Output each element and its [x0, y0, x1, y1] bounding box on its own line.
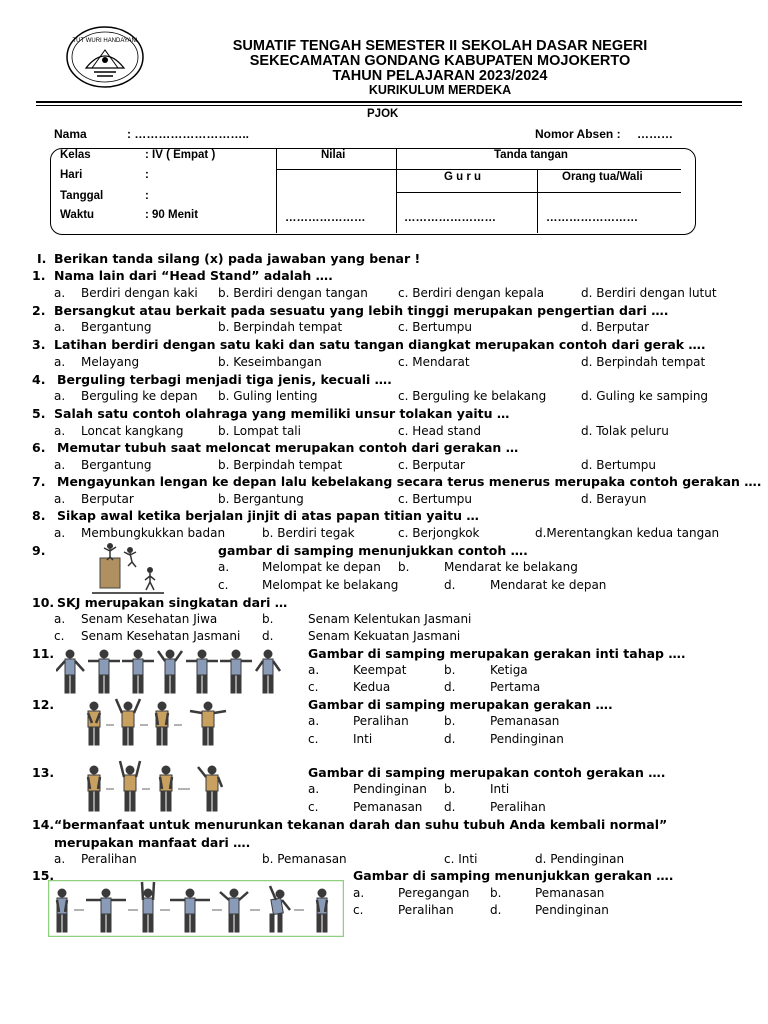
absen-label: Nomor Absen : [535, 127, 621, 141]
q11-option-a[interactable]: Keempat [353, 663, 407, 677]
header-rule-thin [36, 105, 742, 106]
instruction-text: Berikan tanda silang (x) pada jawaban yang benar ! [54, 251, 421, 266]
q6-text: Memutar tubuh saat meloncat merupakan contoh dari gerakan … [57, 440, 519, 455]
q1-option-b[interactable]: b. Berdiri dengan tangan [218, 286, 368, 300]
q8-option-a-letter[interactable]: a. [54, 526, 66, 540]
q14-number: 14. [32, 817, 55, 832]
q10-option-c[interactable]: Senam Kesehatan Jasmani [81, 629, 241, 643]
q4-number: 4. [32, 372, 46, 387]
q5-option-b[interactable]: b. Lompat tali [218, 424, 301, 438]
q15-option-d-letter[interactable]: d. [490, 903, 502, 917]
q9-option-b[interactable]: Mendarat ke belakang [444, 560, 578, 574]
tut-wuri-handayani-logo [64, 24, 146, 90]
q2-number: 2. [32, 303, 46, 318]
ortu-label: Orang tua/Wali [562, 171, 643, 183]
q2-option-b[interactable]: b. Berpindah tempat [218, 320, 343, 334]
q2-option-c[interactable]: c. Bertumpu [398, 320, 472, 334]
q6-option-c[interactable]: c. Berputar [398, 458, 465, 472]
q9-option-d-letter[interactable]: d. [444, 578, 456, 592]
q11-option-c-letter[interactable]: c. [308, 680, 319, 694]
q8-option-d[interactable]: d.Merentangkan kedua tangan [535, 526, 720, 540]
q3-option-a-letter[interactable]: a. [54, 355, 66, 369]
q5-text: Salah satu contoh olahraga yang memiliki unsur tolakan yaitu … [54, 406, 510, 421]
q9-text: gambar di samping menunjukkan contoh …. [218, 543, 528, 558]
q2-option-a-letter[interactable]: a. [54, 320, 66, 334]
q15-number: 15. [32, 868, 55, 883]
q10-option-b-letter[interactable]: b. [262, 612, 274, 626]
q13-exercise-figures-image [78, 757, 238, 817]
q10-option-d[interactable]: Senam Kekuatan Jasmani [308, 629, 461, 643]
q13-option-b-letter[interactable]: b. [444, 782, 456, 796]
q13-option-d-letter[interactable]: d. [444, 800, 456, 814]
q10-option-d-letter[interactable]: d. [262, 629, 274, 643]
waktu-label: Waktu [60, 209, 95, 221]
q12-option-a-letter[interactable]: a. [308, 714, 320, 728]
ortu-signature-field[interactable]: …………………… [546, 212, 638, 224]
nilai-field[interactable]: ………………… [285, 212, 366, 224]
header-rule-thick [36, 101, 742, 103]
q13-option-c[interactable]: Pemanasan [353, 800, 423, 814]
q8-option-b[interactable]: b. Berdiri tegak [262, 526, 355, 540]
subject-title: PJOK [367, 108, 399, 120]
q1-option-d[interactable]: d. Berdiri dengan lutut [581, 286, 717, 300]
header-line-3: TAHUN PELAJARAN 2023/2024 [332, 68, 548, 84]
q12-text: Gambar di samping merupakan gerakan …. [308, 697, 613, 712]
q14-option-b[interactable]: b. Pemanasan [262, 852, 347, 866]
q12-option-b-letter[interactable]: b. [444, 714, 456, 728]
q15-exercise-figures-image [48, 880, 344, 937]
q7-option-a-letter[interactable]: a. [54, 492, 66, 506]
q10-option-c-letter[interactable]: c. [54, 629, 65, 643]
q12-option-c[interactable]: Inti [353, 732, 373, 746]
tanda-tangan-label: Tanda tangan [494, 149, 568, 161]
q3-option-a[interactable]: Melayang [81, 355, 140, 369]
kelas-label: Kelas [60, 149, 91, 161]
q14-option-a-letter[interactable]: a. [54, 852, 66, 866]
q10-option-a-letter[interactable]: a. [54, 612, 66, 626]
q4-text: Berguling terbagi menjadi tiga jenis, kecuali …. [57, 372, 392, 387]
q7-option-d[interactable]: d. Berayun [581, 492, 647, 506]
nilai-label: Nilai [321, 149, 346, 161]
logo-text: TUT WURI HANDAYANI [72, 38, 138, 44]
q7-number: 7. [32, 474, 46, 489]
q5-number: 5. [32, 406, 46, 421]
q7-option-c[interactable]: c. Bertumpu [398, 492, 472, 506]
q13-option-a[interactable]: Pendinginan [353, 782, 427, 796]
q3-option-d[interactable]: d. Berpindah tempat [581, 355, 706, 369]
q4-option-a-letter[interactable]: a. [54, 389, 66, 403]
q9-option-a[interactable]: Melompat ke depan [262, 560, 381, 574]
q12-number: 12. [32, 697, 55, 712]
q9-option-c[interactable]: Melompat ke belakang [262, 578, 399, 592]
q1-option-a-letter[interactable]: a. [54, 286, 66, 300]
q2-option-a[interactable]: Bergantung [81, 320, 152, 334]
q12-exercise-figures-image [78, 697, 238, 749]
q7-text: Mengayunkan lengan ke depan lalu kebelakang secara terus menerus merupaka contoh gerakan …. [57, 474, 762, 489]
tanggal-label: Tanggal [60, 190, 104, 202]
q9-option-d[interactable]: Mendarat ke depan [490, 578, 607, 592]
q6-option-b[interactable]: b. Berpindah tempat [218, 458, 343, 472]
q11-option-a-letter[interactable]: a. [308, 663, 320, 677]
q7-option-a[interactable]: Berputar [81, 492, 134, 506]
kelas-value: : IV ( Empat ) [145, 149, 216, 161]
q7-option-b[interactable]: b. Bergantung [218, 492, 304, 506]
q14-option-a[interactable]: Peralihan [81, 852, 137, 866]
q12-option-d-letter[interactable]: d. [444, 732, 456, 746]
q12-option-c-letter[interactable]: c. [308, 732, 319, 746]
q1-option-a[interactable]: Berdiri dengan kaki [81, 286, 198, 300]
q6-option-a[interactable]: Bergantung [81, 458, 152, 472]
q8-number: 8. [32, 508, 46, 523]
instruction-number: I. [37, 251, 47, 266]
q10-text: SKJ merupakan singkatan dari … [57, 595, 288, 610]
q8-option-c[interactable]: c. Berjongkok [398, 526, 480, 540]
q14-option-d[interactable]: d. Pendinginan [535, 852, 625, 866]
q12-option-b[interactable]: Pemanasan [490, 714, 560, 728]
q4-option-d[interactable]: d. Guling ke samping [581, 389, 709, 403]
q6-option-d[interactable]: d. Bertumpu [581, 458, 657, 472]
q13-option-d[interactable]: Peralihan [490, 800, 546, 814]
q15-option-b[interactable]: Pemanasan [535, 886, 605, 900]
q8-option-a[interactable]: Membungkukkan badan [81, 526, 226, 540]
tanggal-field[interactable]: : [145, 190, 149, 202]
q10-number: 10. [32, 595, 55, 610]
q13-option-b[interactable]: Inti [490, 782, 510, 796]
q2-option-d[interactable]: d. Berputar [581, 320, 650, 334]
q10-option-b[interactable]: Senam Kelentukan Jasmani [308, 612, 472, 626]
q3-option-c[interactable]: c. Mendarat [398, 355, 470, 369]
q8-text: Sikap awal ketika berjalan jinjit di atas papan titian yaitu … [57, 508, 479, 523]
q11-text: Gambar di samping merupakan gerakan inti tahap …. [308, 646, 686, 661]
q1-number: 1. [32, 268, 46, 283]
q9-option-c-letter[interactable]: c. [218, 578, 229, 592]
q1-text: Nama lain dari “Head Stand” adalah …. [54, 268, 333, 283]
q4-option-c[interactable]: c. Berguling ke belakang [398, 389, 547, 403]
q3-text: Latihan berdiri dengan satu kaki dan satu tangan diangkat merupakan contoh dari gerak …. [54, 337, 706, 352]
q6-option-a-letter[interactable]: a. [54, 458, 66, 472]
q11-option-c[interactable]: Kedua [353, 680, 391, 694]
q11-option-d-letter[interactable]: d. [444, 680, 456, 694]
q15-option-c-letter[interactable]: c. [353, 903, 364, 917]
q13-option-c-letter[interactable]: c. [308, 800, 319, 814]
header-line-2: SEKECAMATAN GONDANG KABUPATEN MOJOKERTO [249, 53, 631, 69]
header-line-1: SUMATIF TENGAH SEMESTER II SEKOLAH DASAR NEGERI [232, 38, 648, 54]
header-line-4: KURIKULUM MERDEKA [368, 83, 512, 97]
q13-number: 13. [32, 765, 55, 780]
q15-option-c[interactable]: Peralihan [398, 903, 454, 917]
q14-text-line-2: merupakan manfaat dari …. [54, 835, 251, 850]
guru-signature-field[interactable]: …………………… [404, 212, 496, 224]
q1-option-c[interactable]: c. Berdiri dengan kepala [398, 286, 545, 300]
q11-exercise-figures-image [56, 647, 282, 697]
q12-option-a[interactable]: Peralihan [353, 714, 409, 728]
q9-option-b-letter[interactable]: b. [398, 560, 410, 574]
q13-option-a-letter[interactable]: a. [308, 782, 320, 796]
q11-option-b[interactable]: Ketiga [490, 663, 528, 677]
q14-option-c[interactable]: c. Inti [444, 852, 478, 866]
q15-option-a-letter[interactable]: a. [353, 886, 365, 900]
q3-number: 3. [32, 337, 46, 352]
q5-option-a-letter[interactable]: a. [54, 424, 66, 438]
q9-number: 9. [32, 543, 46, 558]
q11-option-b-letter[interactable]: b. [444, 663, 456, 677]
q13-text: Gambar di samping merupakan contoh gerakan …. [308, 765, 666, 780]
waktu-value: : 90 Menit [145, 209, 199, 221]
nama-field[interactable]: : ……………………….. [127, 127, 249, 141]
q14-text-line-1: “bermanfaat untuk menurunkan tekanan darah dan suhu tubuh Anda kembali normal” [54, 817, 668, 832]
absen-field[interactable]: ……… [637, 127, 673, 141]
q9-option-a-letter[interactable]: a. [218, 560, 230, 574]
q15-option-b-letter[interactable]: b. [490, 886, 502, 900]
q5-option-d[interactable]: d. Tolak peluru [581, 424, 669, 438]
q6-number: 6. [32, 440, 46, 455]
q5-option-a[interactable]: Loncat kangkang [81, 424, 184, 438]
q15-option-d[interactable]: Pendinginan [535, 903, 609, 917]
guru-label: G u r u [444, 171, 482, 183]
q15-option-a[interactable]: Peregangan [398, 886, 470, 900]
q5-option-c[interactable]: c. Head stand [398, 424, 481, 438]
hari-label: Hari [60, 169, 83, 181]
q15-text: Gambar di samping menunjukkan gerakan …. [353, 868, 674, 883]
q2-text: Bersangkut atau berkait pada sesuatu yang lebih tinggi merupakan pengertian dari …. [54, 303, 669, 318]
q11-number: 11. [32, 646, 55, 661]
nama-label: Nama [54, 127, 87, 141]
q4-option-a[interactable]: Berguling ke depan [81, 389, 198, 403]
q4-option-b[interactable]: b. Guling lenting [218, 389, 318, 403]
q9-jumping-figure-image [88, 538, 168, 596]
q12-option-d[interactable]: Pendinginan [490, 732, 564, 746]
hari-field[interactable]: : [145, 169, 149, 181]
q10-option-a[interactable]: Senam Kesehatan Jiwa [81, 612, 218, 626]
q11-option-d[interactable]: Pertama [490, 680, 541, 694]
q3-option-b[interactable]: b. Keseimbangan [218, 355, 322, 369]
